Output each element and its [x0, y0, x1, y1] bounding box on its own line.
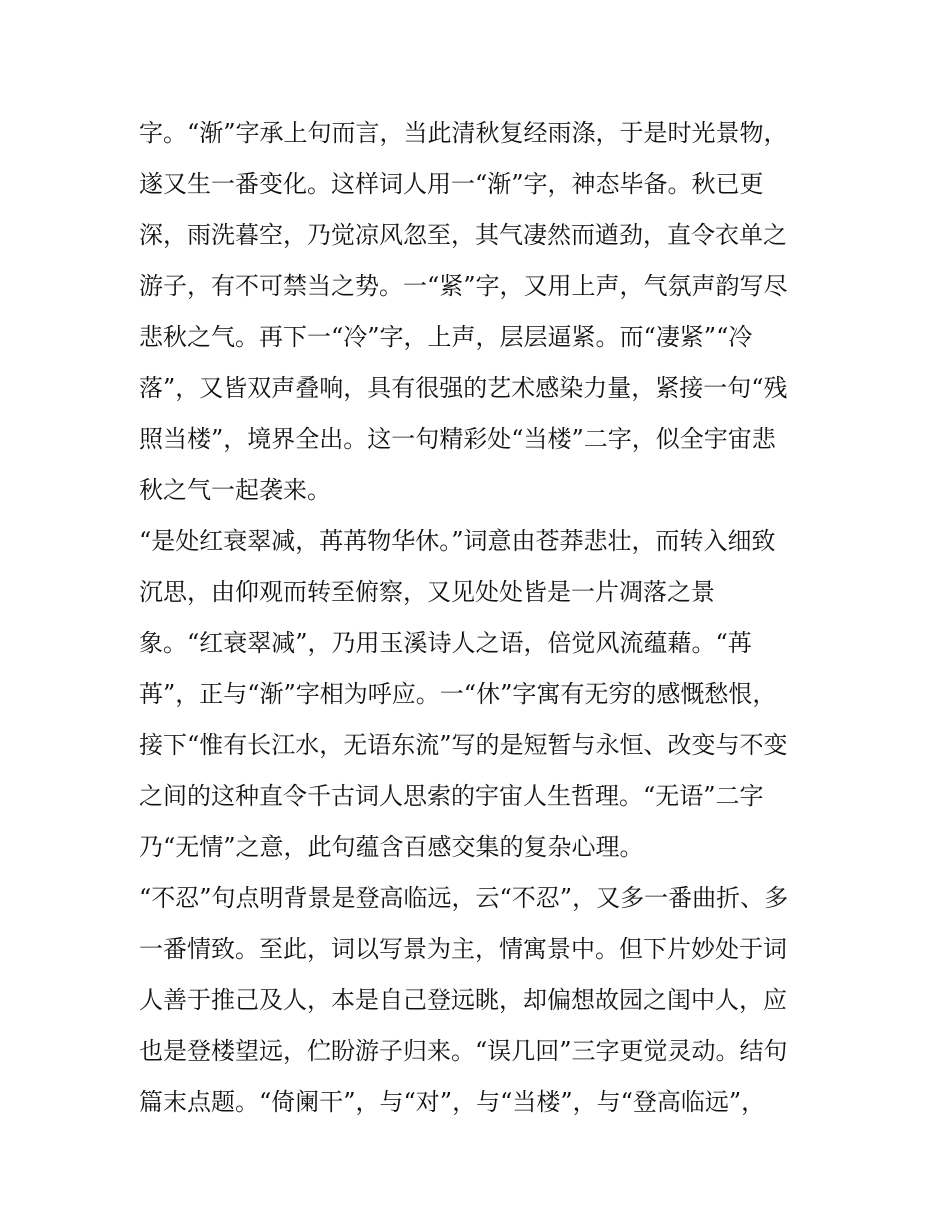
text-line: 落”，又皆双声叠响，具有很强的艺术感染力量，紧接一句“残: [139, 374, 788, 402]
text-line: 之间的这种直令千古词人思索的宇宙人生哲理。“无语”二字: [139, 782, 764, 810]
text-line: 也是登楼望远，伫盼游子归来。“误几回”三字更觉灵动。结句: [139, 1037, 788, 1065]
text-line: 深，雨洗暮空，乃觉凉风忽至，其气凄然而遒劲，直令衣单之: [139, 221, 787, 249]
text-line: 篇末点题。“倚阑干”，与“对”，与“当楼”，与“登高临远”，: [139, 1088, 766, 1116]
text-line: 游子，有不可禁当之势。一“紧”字，又用上声，气氛声韵写尽: [139, 272, 788, 300]
text-line: 照当楼”，境界全出。这一句精彩处“当楼”二字，似全宇宙悲: [139, 425, 776, 453]
text-line: 苒”，正与“渐”字相为呼应。一“休”字寓有无穷的感慨愁恨，: [139, 680, 777, 708]
text-line: 象。“红衰翠减”，乃用玉溪诗人之语，倍觉风流蕴藉。“苒: [139, 629, 752, 657]
text-line: 沉思，由仰观而转至俯察，又见处处皆是一片凋落之景: [139, 578, 715, 606]
text-line: 接下“惟有长江水，无语东流”写的是短暂与永恒、改变与不变: [139, 731, 788, 759]
text-line: 悲秋之气。再下一“冷”字，上声，层层逼紧。而“凄紧”“冷: [139, 323, 753, 351]
text-line: 一番情致。至此，词以写景为主，情寓景中。但下片妙处于词: [139, 935, 787, 963]
body-text: [139, 108, 829, 1128]
text-line: 乃“无情”之意，此句蕴含百感交集的复杂心理。: [139, 833, 644, 861]
text-line: 秋之气一起袭来。: [139, 476, 331, 504]
text-line: “不忍”句点明背景是登高临远，云“不忍”，又多一番曲折、多: [139, 884, 789, 912]
text-line: 遂又生一番变化。这样词人用一“渐”字，神态毕备。秋已更: [139, 170, 764, 198]
text-line: “是处红衰翠减，苒苒物华休。”词意由苍莽悲壮，而转入细致: [139, 527, 776, 555]
text-line: 字。“渐”字承上句而言，当此清秋复经雨涤，于是时光景物，: [139, 119, 788, 147]
text-line: 人善于推己及人，本是自己登远眺，却偏想故园之闺中人，应: [139, 986, 787, 1014]
